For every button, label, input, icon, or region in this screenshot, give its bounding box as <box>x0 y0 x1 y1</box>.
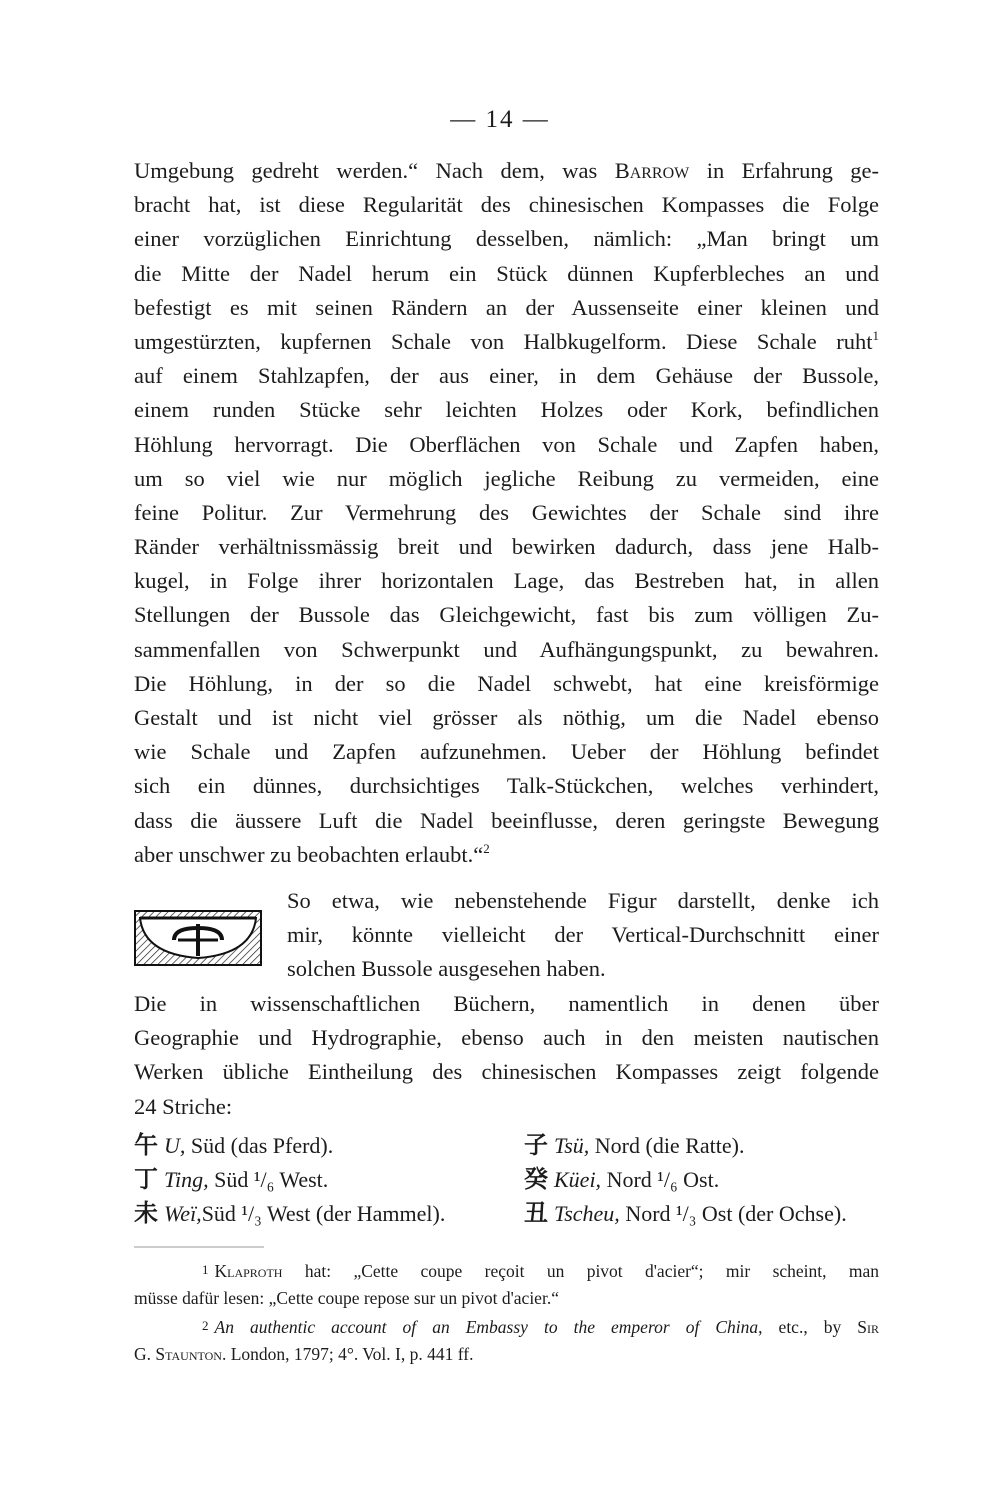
footnote-ref: 2 <box>483 840 490 856</box>
text-line <box>134 769 879 803</box>
direction-description: Nord ¹/₆ Ost. <box>601 1167 720 1192</box>
figure-paragraph <box>287 884 879 987</box>
text-line <box>134 257 879 291</box>
text-line <box>134 393 879 427</box>
text-line: So etwa, wie nebenstehende Figur darstellt, denke ich <box>287 888 879 913</box>
direction-entry <box>134 1196 445 1230</box>
text-run: auf einem Stahlzapfen, der aus einer, in dem Gehäuse der Bussole, <box>134 363 879 389</box>
text-line <box>134 530 879 564</box>
footnote-2-number: 2 <box>202 1318 209 1333</box>
directions-right-column <box>524 1128 847 1230</box>
footnote-rule <box>134 1246 264 1248</box>
chinese-character: 子 <box>524 1131 548 1159</box>
text-run: die Mitte der Nadel herum ein Stück dünnen Kupferbleches an und <box>134 260 879 286</box>
text-run: befestigt es mit seinen Rändern an der Aussenseite einer kleinen und <box>134 294 879 320</box>
footnote-2-citation: . London, 1797; 4°. Vol. I, p. 441 ff. <box>221 1344 474 1364</box>
direction-entry <box>134 1128 445 1162</box>
text-line: Geographie und Hydrographie, ebenso auch in den meisten nautischen <box>134 1025 879 1051</box>
text-line <box>134 154 879 188</box>
directions-left-column <box>134 1128 445 1230</box>
chinese-character: 午 <box>134 1131 158 1159</box>
text-line <box>134 667 879 701</box>
text-line <box>134 325 879 359</box>
direction-description: Süd ¹/₃ West (der Hammel). <box>201 1201 446 1226</box>
direction-entry <box>524 1128 847 1162</box>
text-line <box>134 222 879 256</box>
text-run: sich ein dünnes, durchsichtiges Talk-Stückchen, welches verhindert, <box>134 773 879 799</box>
text-line <box>134 735 879 769</box>
text-run: einem runden Stücke sehr leichten Holzes oder Kork, befindlichen <box>134 397 879 423</box>
direction-entry <box>524 1196 847 1230</box>
footnote-1-number: 1 <box>202 1262 209 1277</box>
direction-name: Ting, <box>164 1167 209 1192</box>
direction-entry <box>524 1162 847 1196</box>
text-run: Höhlung hervorragt. Die Oberflächen von Schale und Zapfen haben, <box>134 431 879 457</box>
text-line <box>134 428 879 462</box>
text-line <box>134 496 879 530</box>
text-run: Gestalt und ist nicht viel grösser als nöthig, um die Nadel ebenso <box>134 705 879 730</box>
text-run: in Erfahrung ge- <box>689 158 879 183</box>
text-line <box>134 598 879 632</box>
footnote-1-line-2: müsse dafür lesen: „Cette coupe repose sur un pivot d'acier.“ <box>134 1288 559 1308</box>
text-line <box>134 701 879 735</box>
main-paragraph <box>134 154 879 872</box>
text-run: Die Höhlung, in der so die Nadel schwebt, hat eine kreisförmige <box>134 670 879 696</box>
page-number: — 14 — <box>450 106 550 133</box>
text-line <box>134 564 879 598</box>
direction-name: Tscheu, <box>554 1201 620 1226</box>
text-run: sammenfallen von Schwerpunkt und Aufhängungspunkt, zu bewahren. <box>134 636 879 662</box>
text-line: 24 Striche: <box>134 1093 233 1119</box>
footnote-2-title: An authentic account of an Embassy to the emperor of China <box>214 1317 759 1337</box>
footnote-2-line-1 <box>134 1312 879 1340</box>
text-line: solchen Bussole ausgesehen haben. <box>287 956 606 982</box>
footnote-1-line-1 <box>134 1256 879 1284</box>
text-line <box>134 838 879 872</box>
footnote-1-text: hat: „Cette coupe reçoit un pivot d'acier“; mir scheint, man <box>282 1261 879 1281</box>
division-paragraph <box>134 987 879 1124</box>
direction-entry <box>134 1162 445 1196</box>
text-run: aber unschwer zu beobachten erlaubt.“ <box>134 841 484 867</box>
text-line: Die in wissenschaftlichen Büchern, namentlich in denen über <box>134 991 879 1016</box>
text-line <box>134 633 879 667</box>
text-run: Umgebung gedreht werden.“ Nach dem, was <box>134 158 615 183</box>
footnote-2-author: G. Staunton <box>134 1344 222 1364</box>
direction-name: Tsü, <box>554 1133 590 1158</box>
direction-description: Nord ¹/₃ Ost (der Ochse). <box>619 1201 847 1226</box>
text-line <box>134 462 879 496</box>
text-run: Ränder verhältnissmässig breit und bewirken dadurch, dass jene Halb- <box>134 534 879 560</box>
direction-description: Süd (das Pferd). <box>185 1133 334 1158</box>
text-line <box>134 188 879 222</box>
direction-description: Süd ¹/₆ West. <box>208 1167 329 1192</box>
chinese-character: 丑 <box>524 1199 548 1227</box>
direction-name: Küei, <box>554 1167 602 1192</box>
text-run: bracht hat, ist diese Regularität des chinesischen Kompasses die Folge <box>134 192 879 218</box>
text-line <box>134 804 879 838</box>
chinese-character: 癸 <box>524 1165 548 1193</box>
footnote-2-author-title: Sir <box>857 1317 879 1337</box>
text-run: dass die äussere Luft die Nadel beeinflusse, deren geringste Bewegung <box>134 807 879 833</box>
footnote-2-line-2 <box>134 1340 879 1368</box>
footnotes <box>134 1256 879 1368</box>
text-run: kugel, in Folge ihrer horizontalen Lage, das Bestreben hat, in allen <box>134 568 879 594</box>
text-run: feine Politur. Zur Vermehrung des Gewichtes der Schale sind ihre <box>134 499 879 525</box>
author-name: Barrow <box>614 158 690 183</box>
footnote-1-author: Klaproth <box>214 1261 283 1281</box>
text-run: wie Schale und Zapfen aufzunehmen. Ueber der Höhlung befindet <box>134 739 879 765</box>
footnote-2-connector: , etc., by <box>758 1317 858 1337</box>
chinese-character: 未 <box>134 1199 158 1227</box>
text-line: mir, könnte vielleicht der Vertical-Durchschnitt einer <box>287 922 879 948</box>
direction-name: U, <box>164 1133 186 1158</box>
compass-cross-section-figure <box>134 910 262 966</box>
text-run: um so viel wie nur möglich jegliche Reibung zu vermeiden, eine <box>134 465 879 491</box>
chinese-character: 丁 <box>134 1165 158 1193</box>
footnote-ref: 1 <box>872 327 879 343</box>
text-run: umgestürzten, kupfernen Schale von Halbkugelform. Diese Schale ruht <box>134 328 873 354</box>
direction-name: Weï, <box>164 1201 202 1226</box>
text-run: einer vorzüglichen Einrichtung desselben, nämlich: „Man bringt um <box>134 226 879 252</box>
text-line <box>134 359 879 393</box>
text-line: Werken übliche Eintheilung des chinesischen Kompasses zeigt folgende <box>134 1059 879 1085</box>
text-line <box>134 291 879 325</box>
text-run: Stellungen der Bussole das Gleichgewicht, fast bis zum völligen Zu- <box>134 602 879 628</box>
direction-description: Nord (die Ratte). <box>589 1133 745 1158</box>
